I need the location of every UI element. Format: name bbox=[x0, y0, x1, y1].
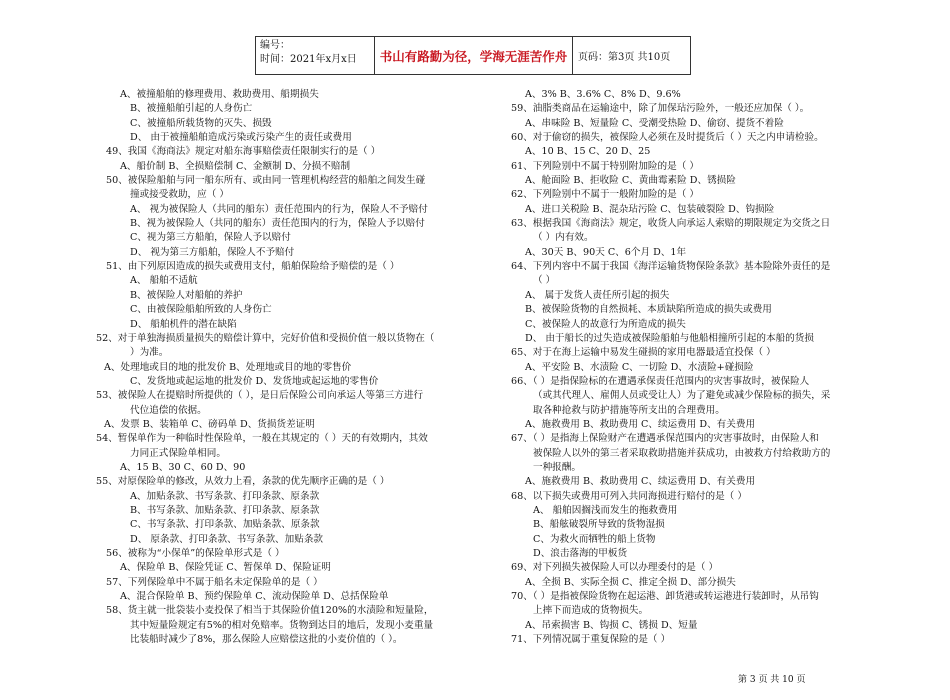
text-line: B、被撞船舶引起的人身伤亡 bbox=[130, 103, 253, 115]
header-page-label: 页码：第3页 共10页 bbox=[578, 52, 671, 63]
text-line: 取各种抢救与防护措施等所支出的合理费用。 bbox=[533, 404, 725, 416]
text-line: A、发票 B、装箱单 C、磅码单 D、货损货差证明 bbox=[104, 418, 315, 430]
text-line: 撞或接受救助，应（ ） bbox=[130, 189, 229, 201]
text-line: A、吊索损害 B、钩损 C、锈损 D、短量 bbox=[525, 619, 698, 631]
text-line: D、浪击落海的甲板货 bbox=[533, 548, 628, 559]
text-line: A、3% B、3.6% C、8% D、9.6% bbox=[525, 89, 681, 100]
text-line: 55、对原保险单的修改，从效力上看，条款的优先顺序正确的是（ ） bbox=[96, 476, 390, 488]
text-line: （ ）内有效。 bbox=[533, 232, 594, 244]
text-line: A、被撞船舶的修理费用、救助费用、船期损失 bbox=[120, 89, 319, 100]
text-line: A、 视为被保险人（共同的船东）责任范围内的行为，保险人不予赔付 bbox=[130, 203, 428, 215]
text-line: 60、对于偷窃的损失，被保险人必须在及时提货后（ ）天之内申请检验。 bbox=[511, 132, 824, 144]
text-line: D、 视为第三方船舶，保险人不予赔付 bbox=[130, 246, 295, 258]
text-line: 一种报酬。 bbox=[533, 461, 581, 473]
text-line: 54、暂保单作为一种临时性保险单，一般在其规定的（ ）天的有效期内，其效 bbox=[96, 433, 428, 445]
text-line: 52、对于单独海损质量损失的赔偿计算中，完好价值和受损价值一般以货物在（ bbox=[96, 332, 435, 344]
text-line: C、被保险人的故意行为所造成的损失 bbox=[525, 318, 686, 330]
text-line: A、舱面险 B、拒收险 C、黄曲霉素险 D、锈损险 bbox=[525, 175, 736, 187]
text-line: 65、对于在海上运输中易发生碰损的家用电器最适宜投保（ ） bbox=[511, 347, 776, 359]
time-label: 时间：2021年x月x日 bbox=[260, 54, 357, 65]
text-line: A、串味险 B、短量险 C、受潮受热险 D、偷窃、提货不着险 bbox=[525, 117, 784, 129]
text-line: A、船价制 B、全损赔偿制 C、金额制 D、分损不赔制 bbox=[120, 160, 351, 172]
text-line: D、 原条款、打印条款、书写条款、加贴条款 bbox=[130, 533, 324, 545]
text-line: 比装船时减少了8%，那么保险人应赔偿这批的小麦价值的（ ）。 bbox=[130, 634, 403, 646]
text-line: A、处理地或目的地的批发价 B、处理地或目的地的零售价 bbox=[104, 361, 352, 373]
text-line: A、保险单 B、保险凭证 C、暂保单 D、保险证明 bbox=[120, 562, 331, 574]
text-line: D、 船舶机件的潜在缺陷 bbox=[130, 318, 237, 330]
right-column bbox=[511, 88, 899, 647]
text-line: B、被保险货物的自然损耗、本质缺陷所造成的损失或费用 bbox=[525, 304, 772, 316]
text-line: （或其代理人、雇佣人员或受让人）为了避免或减少保险标的损失，采 bbox=[533, 390, 831, 402]
header-motto: 书山有路勤为径，学海无涯苦作舟 bbox=[375, 37, 573, 74]
header-meta bbox=[256, 37, 375, 74]
text-line: 71、下列情况属于重复保险的是（ ） bbox=[511, 634, 671, 646]
text-line: B、船舷破裂所导致的货物湿损 bbox=[533, 519, 665, 531]
text-line: B、被保险人对船舶的养护 bbox=[130, 289, 243, 301]
text-line: 力同正式保险单相同。 bbox=[130, 447, 226, 459]
page-header bbox=[255, 36, 691, 75]
text-line: 49、我国《海商法》规定对船东海事赔偿责任限制实行的是（ ） bbox=[106, 146, 381, 158]
text-line: B、视为被保险人（共同的船东）责任范围内的行为，保险人予以赔付 bbox=[130, 218, 425, 230]
text-line: 51、由下列原因造成的损失或费用支付，船舶保险给予赔偿的是（ ） bbox=[106, 261, 400, 273]
text-line: A、施救费用 B、救助费用 C、续运费用 D、有关费用 bbox=[525, 476, 756, 488]
text-line: 59、油脂类商品在运输途中，除了加保玷污险外，一般还应加保（ ）。 bbox=[511, 103, 810, 115]
text-line: 66、（ ）是指保险标的在遭遇承保责任范围内的灾害事故时，被保险人 bbox=[511, 375, 810, 387]
text-line: 68、以下损失或费用可列入共同海损进行赔付的是（ ） bbox=[511, 490, 747, 502]
text-line: 其中短量险规定有5%的相对免赔率。货物到达目的地后，发现小麦重量 bbox=[130, 619, 434, 631]
text-line: 61、下列险别中不属于特别附加险的是（ ） bbox=[511, 160, 699, 172]
text-line: A、15 B、30 C、60 D、90 bbox=[120, 461, 246, 473]
text-line: C、被撞船所载货物的灭失、损毁 bbox=[130, 117, 272, 129]
text-line: B、书写条款、加贴条款、打印条款、原条款 bbox=[130, 504, 320, 516]
text-line: D、 由于被撞船舶造成污染或污染产生的责任或费用 bbox=[130, 132, 352, 144]
text-line: A、全损 B、实际全损 C、推定全损 D、部分损失 bbox=[525, 576, 736, 588]
text-line: D、 由于船长的过失造成被保险船舶与他船相撞所引起的本船的货损 bbox=[525, 332, 814, 344]
text-line: 上摔下而造成的货物损失。 bbox=[533, 605, 649, 617]
left-column bbox=[96, 88, 492, 647]
text-line: （ ） bbox=[533, 275, 556, 287]
text-line: A、 船舶因搁浅而发生的拖救费用 bbox=[533, 504, 678, 516]
text-line: 70、（ ）是指被保险货物在起运港、卸货港或转运港进行装卸时，从吊钩 bbox=[511, 591, 819, 603]
text-line: 63、根据我国《海商法》规定，收货人向承运人索赔的期限规定为交货之日 bbox=[511, 218, 831, 230]
text-line: A、施救费用 B、救助费用 C、续运费用 D、有关费用 bbox=[525, 418, 756, 430]
text-line: 53、被保险人在提赔时所提供的（ ），是日后保险公司向承运人等第三方进行 bbox=[96, 390, 424, 402]
text-line: A、 属于发货人责任所引起的损失 bbox=[525, 289, 670, 301]
text-line: A、平安险 B、水渍险 C、一切险 D、水渍险+碰损险 bbox=[525, 361, 754, 373]
text-line: C、由被保险船舶所致的人身伤亡 bbox=[130, 304, 272, 316]
serial-label: 编号： bbox=[260, 40, 290, 51]
text-line: A、加贴条款、书写条款、打印条款、原条款 bbox=[130, 490, 320, 502]
text-line: A、 船舶不适航 bbox=[130, 275, 198, 287]
text-line: 69、对下列损失被保险人可以办理委付的是（ ） bbox=[511, 562, 719, 574]
text-line: A、10 B、15 C、20 D、25 bbox=[525, 146, 651, 158]
text-line: A、进口关税险 B、混杂玷污险 C、包装破裂险 D、钩损险 bbox=[525, 203, 775, 215]
text-line: A、混合保险单 B、预约保险单 C、流动保险单 D、总括保险单 bbox=[120, 591, 389, 603]
text-line: A、30天 B、90天 C、6个月 D、1年 bbox=[525, 246, 687, 258]
text-line: C、视为第三方船舶，保险人予以赔付 bbox=[130, 232, 291, 244]
text-line: C、发货地或起运地的批发价 D、发货地或起运地的零售价 bbox=[130, 375, 379, 387]
text-line: C、书写条款、打印条款、加贴条款、原条款 bbox=[130, 519, 320, 531]
text-line: 56、被称为“小保单”的保险单形式是（ ） bbox=[106, 548, 285, 559]
text-line: C、为救火而牺牲的船上货物 bbox=[533, 533, 656, 545]
text-line: 67、（ ）是指海上保险财产在遭遇承保范围内的灾害事故时，由保险人和 bbox=[511, 433, 819, 445]
text-line: 被保险人以外的第三者采取救助措施并获成功，由被救方付给救助方的 bbox=[533, 447, 831, 459]
page-footer: 第 3 页 共 10 页 bbox=[738, 675, 806, 685]
text-line: 58、货主就一批袋装小麦投保了相当于其保险价值120%的水渍险和短量险， bbox=[106, 605, 434, 617]
text-line: 64、下列内容中不属于我国《海洋运输货物保险条款》基本险除外责任的是 bbox=[511, 261, 831, 273]
text-line: 57、下列保险单中不属于船名未定保险单的是（ ） bbox=[106, 576, 323, 588]
text-line: 代位追偿的依据。 bbox=[130, 404, 207, 416]
text-line: 62、下列险别中不属于一般附加险的是（ ） bbox=[511, 189, 699, 201]
text-line: ）为准。 bbox=[130, 347, 169, 359]
text-line: 50、被保险船舶与同一船东所有、或由同一管理机构经营的船舶之间发生碰 bbox=[106, 175, 426, 187]
